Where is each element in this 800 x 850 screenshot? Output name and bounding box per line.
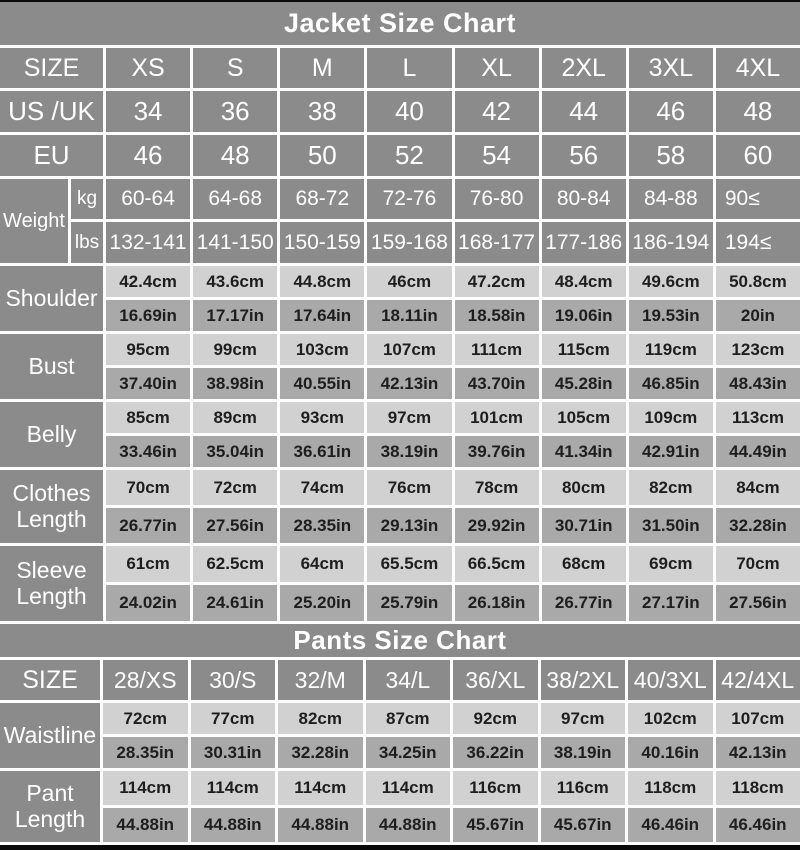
clothes-length-cm-cell: 72cm <box>193 470 277 505</box>
size-header-cell: 4XL <box>716 48 800 88</box>
pant-length-cm-cell: 114cm <box>103 771 188 805</box>
sleeve-length-in-cell: 25.20in <box>280 585 364 621</box>
weight-kg-cell: 80-84 <box>542 179 626 219</box>
bust-cm-cell: 115cm <box>542 334 626 365</box>
clothes-length-in-cell: 29.92in <box>455 508 539 543</box>
weight-lbs-cell: 159-168 <box>367 222 451 263</box>
belly-cm-cell: 105cm <box>542 402 626 433</box>
weight-lbs-cell: 132-141 <box>106 222 190 263</box>
waistline-cm-cell: 92cm <box>453 703 538 734</box>
waistline-in-cell: 28.35in <box>103 737 188 768</box>
belly-cm-cell: 109cm <box>629 402 713 433</box>
pant-length-in-cell: 46.46in <box>628 808 713 842</box>
pants-size-header-cell: 30/S <box>191 660 276 700</box>
waistline-in-cell: 30.31in <box>191 737 276 768</box>
jacket-row-label-belly: Belly <box>0 402 103 467</box>
weight-lbs-cell: 141-150 <box>193 222 277 263</box>
pant-length-in-cell: 46.46in <box>716 808 800 842</box>
weight-kg-cell: 68-72 <box>280 179 364 219</box>
sleeve-length-cm-cell: 64cm <box>280 546 364 582</box>
clothes-length-in-cell: 30.71in <box>542 508 626 543</box>
shoulder-cm-cell: 47.2cm <box>455 266 539 297</box>
pant-length-cm-cell: 114cm <box>278 771 363 805</box>
sleeve-length-cm-cell: 68cm <box>542 546 626 582</box>
pant-length-cm-cell: 118cm <box>628 771 713 805</box>
jacket-row-label-sleeve-length: Sleeve Length <box>0 546 103 621</box>
jacket-eu-row-label: EU <box>0 135 103 176</box>
sleeve-length-cm-cell: 65.5cm <box>367 546 451 582</box>
belly-in-cell: 39.76in <box>455 436 539 467</box>
waistline-cm-cell: 97cm <box>541 703 626 734</box>
sleeve-length-in-cell: 27.56in <box>716 585 800 621</box>
clothes-length-in-cell: 32.28in <box>716 508 800 543</box>
shoulder-in-cell: 17.64in <box>280 300 364 331</box>
jacket-size-row-label: SIZE <box>0 48 103 88</box>
pant-length-in-cell: 44.88in <box>278 808 363 842</box>
belly-in-cell: 35.04in <box>193 436 277 467</box>
usuk-value-cell: 42 <box>455 91 539 132</box>
bust-in-cell: 40.55in <box>280 368 364 399</box>
pants-size-header-cell: 32/M <box>278 660 363 700</box>
belly-cm-cell: 89cm <box>193 402 277 433</box>
bust-in-cell: 43.70in <box>455 368 539 399</box>
eu-value-cell: 52 <box>367 135 451 176</box>
weight-kg-cell: 90≤ <box>716 179 800 219</box>
bust-in-cell: 42.13in <box>367 368 451 399</box>
eu-value-cell: 60 <box>716 135 800 176</box>
pants-size-header-cell: 42/4XL <box>716 660 800 700</box>
jacket-row-label-shoulder: Shoulder <box>0 266 103 331</box>
size-header-cell: XL <box>455 48 539 88</box>
belly-in-cell: 38.19in <box>367 436 451 467</box>
pant-length-cm-cell: 116cm <box>541 771 626 805</box>
shoulder-cm-cell: 43.6cm <box>193 266 277 297</box>
shoulder-in-cell: 16.69in <box>106 300 190 331</box>
bust-cm-cell: 111cm <box>455 334 539 365</box>
pants-size-table <box>0 660 800 842</box>
clothes-length-cm-cell: 80cm <box>542 470 626 505</box>
weight-lbs-cell: 177-186 <box>542 222 626 263</box>
waistline-in-cell: 36.22in <box>453 737 538 768</box>
clothes-length-cm-cell: 78cm <box>455 470 539 505</box>
bust-in-cell: 45.28in <box>542 368 626 399</box>
pant-length-cm-cell: 118cm <box>716 771 800 805</box>
size-header-cell: M <box>280 48 364 88</box>
usuk-value-cell: 40 <box>367 91 451 132</box>
shoulder-in-cell: 19.53in <box>629 300 713 331</box>
clothes-length-in-cell: 28.35in <box>280 508 364 543</box>
size-header-cell: 2XL <box>542 48 626 88</box>
belly-cm-cell: 85cm <box>106 402 190 433</box>
usuk-value-cell: 38 <box>280 91 364 132</box>
weight-lbs-unit-label: lbs <box>71 222 103 263</box>
weight-kg-cell: 60-64 <box>106 179 190 219</box>
shoulder-cm-cell: 50.8cm <box>716 266 800 297</box>
clothes-length-in-cell: 27.56in <box>193 508 277 543</box>
bust-cm-cell: 99cm <box>193 334 277 365</box>
bust-cm-cell: 107cm <box>367 334 451 365</box>
belly-in-cell: 42.91in <box>629 436 713 467</box>
waistline-in-cell: 32.28in <box>278 737 363 768</box>
waistline-cm-cell: 77cm <box>191 703 276 734</box>
shoulder-cm-cell: 48.4cm <box>542 266 626 297</box>
belly-in-cell: 44.49in <box>716 436 800 467</box>
pants-chart-title: Pants Size Chart <box>0 624 800 657</box>
sleeve-length-cm-cell: 70cm <box>716 546 800 582</box>
jacket-row-label-clothes-length: Clothes Length <box>0 470 103 543</box>
clothes-length-in-cell: 26.77in <box>106 508 190 543</box>
waistline-in-cell: 42.13in <box>716 737 800 768</box>
pant-length-in-cell: 44.88in <box>103 808 188 842</box>
bust-cm-cell: 95cm <box>106 334 190 365</box>
jacket-usuk-row-label: US /UK <box>0 91 103 132</box>
jacket-weight-row-label: Weight <box>0 179 68 263</box>
sleeve-length-in-cell: 27.17in <box>629 585 713 621</box>
weight-kg-cell: 64-68 <box>193 179 277 219</box>
sleeve-length-cm-cell: 66.5cm <box>455 546 539 582</box>
weight-kg-cell: 72-76 <box>367 179 451 219</box>
weight-lbs-cell: 186-194 <box>629 222 713 263</box>
bust-in-cell: 37.40in <box>106 368 190 399</box>
pants-size-header-cell: 36/XL <box>453 660 538 700</box>
belly-cm-cell: 93cm <box>280 402 364 433</box>
clothes-length-cm-cell: 70cm <box>106 470 190 505</box>
waistline-in-cell: 40.16in <box>628 737 713 768</box>
shoulder-cm-cell: 46cm <box>367 266 451 297</box>
pants-size-header-cell: 34/L <box>366 660 451 700</box>
sleeve-length-cm-cell: 69cm <box>629 546 713 582</box>
pant-length-in-cell: 44.88in <box>366 808 451 842</box>
shoulder-in-cell: 19.06in <box>542 300 626 331</box>
usuk-value-cell: 34 <box>106 91 190 132</box>
waistline-cm-cell: 107cm <box>716 703 800 734</box>
weight-kg-cell: 76-80 <box>455 179 539 219</box>
waistline-in-cell: 34.25in <box>366 737 451 768</box>
sleeve-length-in-cell: 26.18in <box>455 585 539 621</box>
eu-value-cell: 58 <box>629 135 713 176</box>
pants-size-header-cell: 40/3XL <box>628 660 713 700</box>
size-header-cell: 3XL <box>629 48 713 88</box>
weight-kg-unit-label: kg <box>71 179 103 219</box>
pant-length-cm-cell: 114cm <box>191 771 276 805</box>
pant-length-cm-cell: 114cm <box>366 771 451 805</box>
pants-row-label-pant-length: Pant Length <box>0 771 100 842</box>
pants-size-header-cell: 28/XS <box>103 660 188 700</box>
waistline-in-cell: 38.19in <box>541 737 626 768</box>
clothes-length-cm-cell: 76cm <box>367 470 451 505</box>
clothes-length-cm-cell: 82cm <box>629 470 713 505</box>
bust-in-cell: 38.98in <box>193 368 277 399</box>
shoulder-cm-cell: 44.8cm <box>280 266 364 297</box>
jacket-row-label-bust: Bust <box>0 334 103 399</box>
shoulder-in-cell: 17.17in <box>193 300 277 331</box>
usuk-value-cell: 36 <box>193 91 277 132</box>
jacket-size-table <box>0 48 800 621</box>
clothes-length-in-cell: 29.13in <box>367 508 451 543</box>
usuk-value-cell: 46 <box>629 91 713 132</box>
shoulder-in-cell: 20in <box>716 300 800 331</box>
pant-length-in-cell: 45.67in <box>541 808 626 842</box>
bust-cm-cell: 103cm <box>280 334 364 365</box>
pants-row-label-waistline: Waistline <box>0 703 100 768</box>
belly-cm-cell: 101cm <box>455 402 539 433</box>
belly-in-cell: 36.61in <box>280 436 364 467</box>
pants-size-header-cell: 38/2XL <box>541 660 626 700</box>
size-header-cell: XS <box>106 48 190 88</box>
weight-lbs-cell: 168-177 <box>455 222 539 263</box>
pant-length-cm-cell: 116cm <box>453 771 538 805</box>
sleeve-length-cm-cell: 62.5cm <box>193 546 277 582</box>
bottom-edge-strip <box>0 845 800 850</box>
bust-in-cell: 46.85in <box>629 368 713 399</box>
size-header-cell: S <box>193 48 277 88</box>
sleeve-length-in-cell: 25.79in <box>367 585 451 621</box>
shoulder-in-cell: 18.58in <box>455 300 539 331</box>
sleeve-length-cm-cell: 61cm <box>106 546 190 582</box>
belly-in-cell: 41.34in <box>542 436 626 467</box>
waistline-cm-cell: 102cm <box>628 703 713 734</box>
eu-value-cell: 54 <box>455 135 539 176</box>
waistline-cm-cell: 82cm <box>278 703 363 734</box>
clothes-length-in-cell: 31.50in <box>629 508 713 543</box>
pant-length-in-cell: 44.88in <box>191 808 276 842</box>
shoulder-cm-cell: 49.6cm <box>629 266 713 297</box>
bust-cm-cell: 119cm <box>629 334 713 365</box>
pant-length-in-cell: 45.67in <box>453 808 538 842</box>
usuk-value-cell: 48 <box>716 91 800 132</box>
belly-cm-cell: 113cm <box>716 402 800 433</box>
pants-size-row-label: SIZE <box>0 660 100 700</box>
weight-lbs-cell: 150-159 <box>280 222 364 263</box>
sleeve-length-in-cell: 26.77in <box>542 585 626 621</box>
shoulder-cm-cell: 42.4cm <box>106 266 190 297</box>
belly-cm-cell: 97cm <box>367 402 451 433</box>
eu-value-cell: 50 <box>280 135 364 176</box>
jacket-chart-title: Jacket Size Chart <box>0 2 800 45</box>
shoulder-in-cell: 18.11in <box>367 300 451 331</box>
eu-value-cell: 48 <box>193 135 277 176</box>
size-header-cell: L <box>367 48 451 88</box>
waistline-cm-cell: 87cm <box>366 703 451 734</box>
bust-cm-cell: 123cm <box>716 334 800 365</box>
bust-in-cell: 48.43in <box>716 368 800 399</box>
eu-value-cell: 46 <box>106 135 190 176</box>
sleeve-length-in-cell: 24.02in <box>106 585 190 621</box>
usuk-value-cell: 44 <box>542 91 626 132</box>
belly-in-cell: 33.46in <box>106 436 190 467</box>
eu-value-cell: 56 <box>542 135 626 176</box>
clothes-length-cm-cell: 74cm <box>280 470 364 505</box>
waistline-cm-cell: 72cm <box>103 703 188 734</box>
weight-lbs-cell: 194≤ <box>716 222 800 263</box>
clothes-length-cm-cell: 84cm <box>716 470 800 505</box>
weight-kg-cell: 84-88 <box>629 179 713 219</box>
sleeve-length-in-cell: 24.61in <box>193 585 277 621</box>
